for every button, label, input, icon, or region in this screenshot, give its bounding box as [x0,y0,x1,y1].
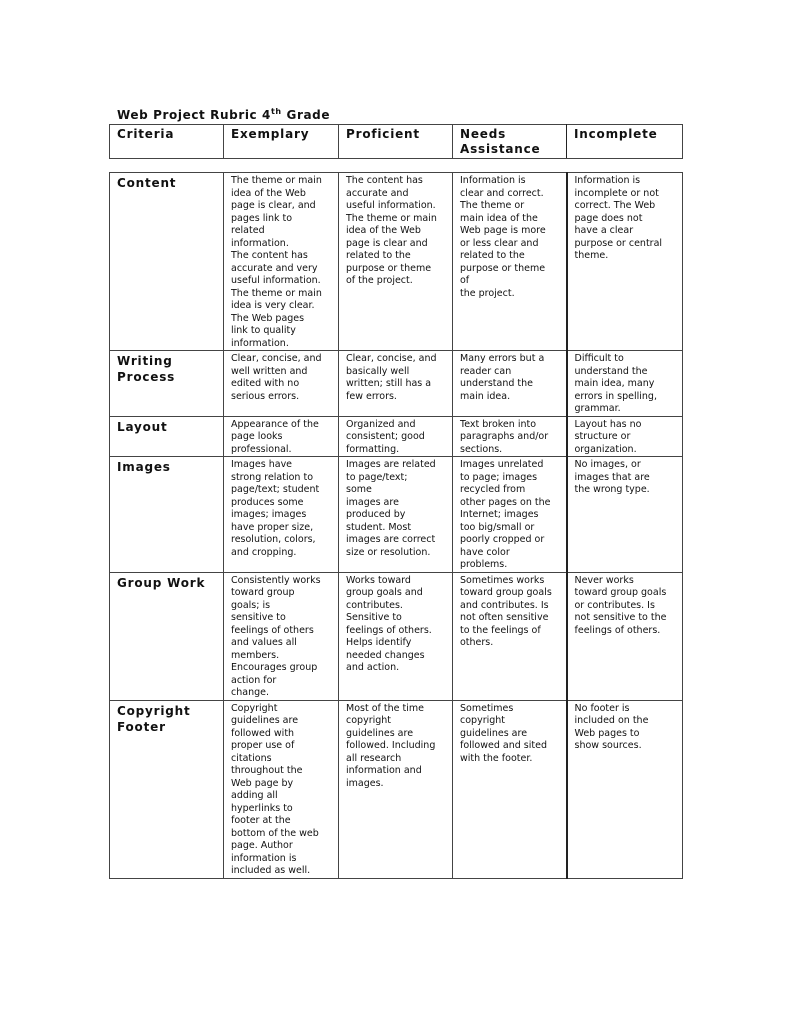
cell-writing-needs-assistance: Many errors but a reader can understand the main idea. [453,351,567,417]
cell-content-proficient: The content has accurate and useful information. The theme or main idea of the Web page is clear and related to the purpose or theme of the project. [339,173,453,351]
cell-group-incomplete: Never works toward group goals or contributes. Is not sensitive to the feelings of others. [567,572,683,700]
cell-content-incomplete: Information is incomplete or not correct. The Web page does not have a clear purpose or central theme. [567,173,683,351]
cell-layout-proficient: Organized and consistent; good formatting. [339,416,453,457]
rubric-header-table [109,124,683,159]
rubric-row-images [110,457,683,573]
cell-layout-exemplary: Appearance of the page looks professional. [224,416,339,457]
rubric-body-table [109,172,683,879]
rubric-row-layout [110,416,683,457]
cell-writing-exemplary: Clear, concise, and well written and edited with no serious errors. [224,351,339,417]
header-row [110,125,683,159]
criteria-copyright-footer: Copyright Footer [110,700,224,878]
cell-writing-incomplete: Difficult to understand the main idea, many errors in spelling, grammar. [567,351,683,417]
cell-copyright-proficient: Most of the time copyright guidelines are followed. Including all research information and images. [339,700,453,878]
title-main: Web Project Rubric 4 [117,108,271,122]
rubric-row-writing-process [110,351,683,417]
cell-copyright-needs-assistance: Sometimes copyright guidelines are followed and sited with the footer. [453,700,567,878]
criteria-writing-process: Writing Process [110,351,224,417]
title-superscript: th [271,107,282,116]
title-tail: Grade [281,108,331,122]
cell-layout-incomplete: Layout has no structure or organization. [567,416,683,457]
cell-group-proficient: Works toward group goals and contributes. Sensitive to feelings of others. Helps identify needed changes and action. [339,572,453,700]
rubric-row-content [110,173,683,351]
rubric-row-group-work [110,572,683,700]
header-exemplary: Exemplary [224,125,339,159]
cell-images-needs-assistance: Images unrelated to page; images recycled from other pages on the Internet; images too big/small or poorly cropped or have color problems. [453,457,567,573]
header-incomplete: Incomplete [567,125,683,159]
cell-copyright-exemplary: Copyright guidelines are followed with proper use of citations throughout the Web page by adding all hyperlinks to footer at the bottom of the web page. Author information is included as well. [224,700,339,878]
criteria-content: Content [110,173,224,351]
rubric-row-copyright-footer [110,700,683,878]
header-criteria: Criteria [110,125,224,159]
criteria-layout: Layout [110,416,224,457]
cell-group-needs-assistance: Sometimes works toward group goals and contributes. Is not often sensitive to the feelings of others. [453,572,567,700]
cell-images-incomplete: No images, or images that are the wrong type. [567,457,683,573]
cell-content-needs-assistance: Information is clear and correct. The theme or main idea of the Web page is more or less clear and related to the purpose or theme of the project. [453,173,567,351]
header-needs-assistance: Needs Assistance [453,125,567,159]
criteria-group-work: Group Work [110,572,224,700]
cell-copyright-incomplete: No footer is included on the Web pages to show sources. [567,700,683,878]
cell-images-exemplary: Images have strong relation to page/text; student produces some images; images have proper size, resolution, colors, and cropping. [224,457,339,573]
criteria-images: Images [110,457,224,573]
cell-images-proficient: Images are related to page/text; some images are produced by student. Most images are correct size or resolution. [339,457,453,573]
cell-group-exemplary: Consistently works toward group goals; is sensitive to feelings of others and values all members. Encourages group action for change. [224,572,339,700]
header-proficient: Proficient [339,125,453,159]
cell-layout-needs-assistance: Text broken into paragraphs and/or sections. [453,416,567,457]
rubric-title [117,108,330,122]
cell-content-exemplary: The theme or main idea of the Web page is clear, and pages link to related information. The content has accurate and very useful information. The theme or main idea is very clear. The Web pages link to quality information. [224,173,339,351]
cell-writing-proficient: Clear, concise, and basically well written; still has a few errors. [339,351,453,417]
